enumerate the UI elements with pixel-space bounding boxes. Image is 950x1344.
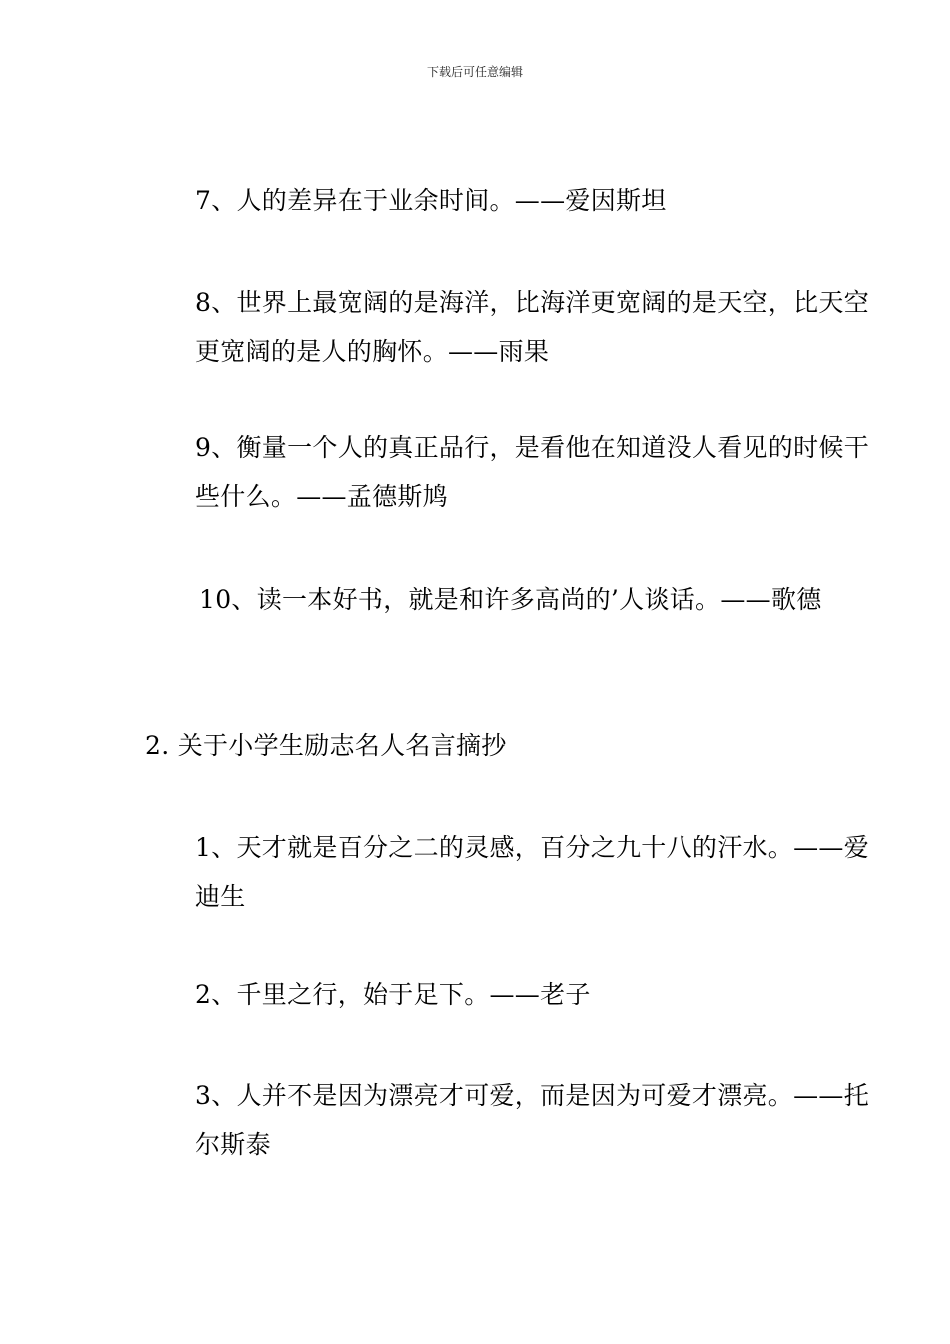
quote-10: 10、读一本好书，就是和许多高尚的’人谈话。——歌德 — [199, 585, 822, 614]
quote-s2-3: 3、人并不是因为漂亮才可爱，而是因为可爱才漂亮。——托尔斯泰 — [195, 1081, 870, 1159]
quote-s2-1: 1、天才就是百分之二的灵感，百分之九十八的汗水。——爱迪生 — [195, 833, 870, 911]
section-heading: 2. 关于小学生励志名人名言摘抄 — [145, 731, 507, 760]
quote-s2-2: 2、千里之行，始于足下。——老子 — [195, 980, 591, 1009]
quote-8: 8、世界上最宽阔的是海洋，比海洋更宽阔的是天空，比天空更宽阔的是人的胸怀。——雨果 — [195, 288, 870, 366]
page-header: 下载后可任意编辑 — [426, 65, 523, 79]
quote-9: 9、衡量一个人的真正品行，是看他在知道没人看见的时候干些什么。——孟德斯鸠 — [195, 433, 870, 511]
quote-7: 7、人的差异在于业余时间。——爱因斯坦 — [195, 186, 667, 215]
